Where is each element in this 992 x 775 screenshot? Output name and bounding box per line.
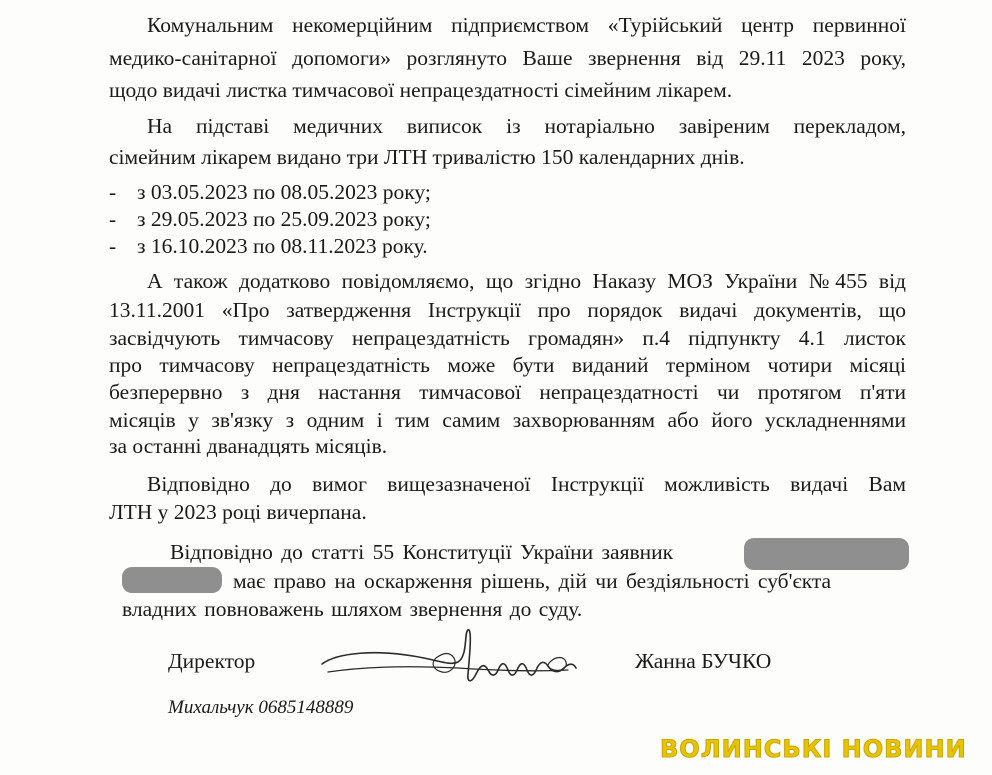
paragraph-3-line-1: А також додатково повідомляємо, що згідно Наказу МОЗ України №455 від	[147, 269, 906, 293]
redacted-applicant-name-1	[744, 538, 909, 570]
period-dash-3: -	[109, 234, 117, 258]
paragraph-1-line-3: щодо видачі листка тимчасової непрацездатності сімейним лікарем.	[109, 78, 733, 102]
period-item-3: з 16.10.2023 по 08.11.2023 року.	[137, 234, 428, 258]
executor-contact: Михальчук 0685148889	[168, 697, 354, 718]
paragraph-4-line-1: Відповідно до вимог вищезазначеної Інструкції можливість видачі Вам	[147, 472, 906, 496]
period-dash-1: -	[109, 180, 117, 204]
paragraph-3-line-2: 13.11.2001 «Про затвердження Інструкції про порядок видачі документів, що	[109, 298, 906, 322]
paragraph-3-line-7: за останні дванадцять місяців.	[109, 434, 388, 458]
paragraph-5-line-1	[170, 539, 673, 565]
paragraph-3-line-5: безперервно з дня настання тимчасової непрацездатності чи протягом п'яти	[109, 380, 906, 404]
paragraph-2-line-2: сімейним лікарем видано три ЛТН тривалістю 150 календарних днів.	[109, 145, 745, 169]
paragraph-5-line-2: має право на оскарження рішень, дій чи бездіяльності суб'єкта	[233, 569, 832, 593]
paragraph-2-line-1: На підставі медичних виписок із нотаріально завіреним перекладом,	[147, 114, 906, 138]
paragraph-3-line-4: про тимчасову непрацездатність може бути виданий терміном чотири місяці	[109, 353, 906, 377]
handwritten-signature	[318, 622, 580, 694]
signatory-position: Директор	[168, 649, 256, 673]
paragraph-3-line-3: засвідчують тимчасову непрацездатність громадян» п.4 підпункту 4.1 листок	[109, 326, 906, 350]
period-item-1: з 03.05.2023 по 08.05.2023 року;	[137, 180, 431, 204]
signatory-name: Жанна БУЧКО	[635, 649, 772, 673]
period-dash-2: -	[109, 207, 117, 231]
paragraph-1-line-1: Комунальним некомерційним підприємством «Турійський центр первинної	[147, 13, 906, 37]
paragraph-5-text-1: Відповідно до статті 55 Конституції України заявник	[170, 540, 674, 564]
redacted-applicant-name-2	[122, 567, 222, 593]
news-watermark-logo: ВОЛИНСЬКІ НОВИНИ	[660, 735, 967, 763]
paragraph-1-line-2: медико-санітарної допомоги» розглянуто Ваше звернення від 29.11 2023 року,	[109, 46, 906, 70]
period-item-2: з 29.05.2023 по 25.09.2023 року;	[137, 207, 431, 231]
paragraph-4-line-2: ЛТН у 2023 році вичерпана.	[109, 500, 367, 524]
paragraph-3-line-6: місяців у зв'язку з одним і тим самим захворюванням або його ускладненнями	[109, 408, 906, 432]
paragraph-5-line-3: владних повноважень шляхом звернення до суду.	[122, 597, 583, 621]
